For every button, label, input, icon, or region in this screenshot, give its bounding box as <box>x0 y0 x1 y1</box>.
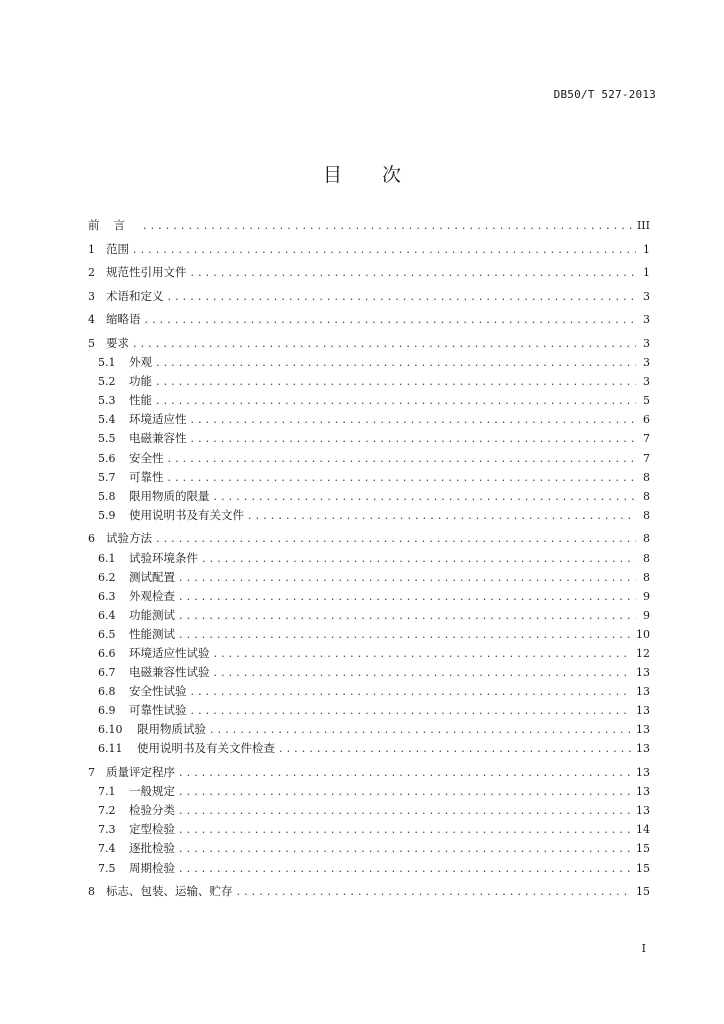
toc-entry-label: 定型检验 <box>129 822 175 837</box>
toc-dot-leader <box>133 334 636 353</box>
toc-entry-number: 7.4 <box>98 842 116 856</box>
toc-entry-number: 6.5 <box>98 627 116 641</box>
toc-entry[interactable] <box>88 549 650 568</box>
toc-entry-number: 5 <box>88 336 95 350</box>
toc-entry[interactable] <box>88 782 650 801</box>
toc-entry-number: 3 <box>88 289 95 303</box>
toc-entry[interactable] <box>88 410 650 429</box>
toc-entry[interactable] <box>88 882 650 901</box>
toc-entry-page: 7 <box>643 432 650 446</box>
toc-entry-number: 6.7 <box>98 666 116 680</box>
toc-dot-leader <box>191 701 633 720</box>
toc-entry[interactable] <box>88 468 650 487</box>
toc-entry-label: 可靠性试验 <box>129 703 187 718</box>
toc-entry-page: 3 <box>643 375 650 389</box>
toc-entry-label: 检验分类 <box>129 803 175 818</box>
toc-dot-leader <box>179 625 632 644</box>
toc-entry-page: 1 <box>643 266 650 280</box>
toc-dot-leader <box>179 839 632 858</box>
toc-entry-label: 电磁兼容性 <box>129 431 187 446</box>
toc-entry-number: 5.6 <box>98 451 116 465</box>
toc-entry[interactable] <box>88 506 650 525</box>
toc-entry-label: 功能 <box>129 374 152 389</box>
toc-dot-leader <box>156 353 636 372</box>
toc-entry-number: 1 <box>88 242 95 256</box>
toc-entry-label: 性能 <box>129 393 152 408</box>
toc-entry-number: 6 <box>88 532 95 546</box>
toc-entry-label: 使用说明书及有关文件检查 <box>137 741 275 756</box>
toc-entry-number: 5.9 <box>98 508 116 522</box>
toc-entry[interactable] <box>88 391 650 410</box>
toc-entry-page: 13 <box>636 804 650 818</box>
toc-entry[interactable] <box>88 739 650 758</box>
toc-entry-number: 6.3 <box>98 589 116 603</box>
toc-entry[interactable] <box>88 429 650 448</box>
toc-entry[interactable] <box>88 587 650 606</box>
toc-dot-leader <box>210 720 632 739</box>
toc-entry-page: 13 <box>636 785 650 799</box>
toc-dot-leader <box>214 487 637 506</box>
toc-entry-number: 7.2 <box>98 804 116 818</box>
toc-entry[interactable] <box>88 216 650 235</box>
toc-dot-leader <box>133 240 636 259</box>
toc-entry-number: 2 <box>88 266 95 280</box>
toc-entry-page: 14 <box>636 823 650 837</box>
toc-entry[interactable] <box>88 801 650 820</box>
standard-code: DB50/T 527-2013 <box>553 88 656 101</box>
toc-entry-label: 一般规定 <box>129 784 175 799</box>
toc-entry[interactable] <box>88 839 650 858</box>
toc-entry[interactable] <box>88 487 650 506</box>
toc-entry-label: 缩略语 <box>106 312 141 327</box>
toc-entry[interactable] <box>88 263 650 282</box>
toc-dot-leader <box>179 763 632 782</box>
toc-entry-page: 8 <box>643 551 650 565</box>
toc-entry[interactable] <box>88 859 650 878</box>
toc-entry[interactable] <box>88 372 650 391</box>
toc-dot-leader <box>168 449 637 468</box>
toc-dot-leader <box>179 568 636 587</box>
toc-entry-number: 5.4 <box>98 413 116 427</box>
toc-entry-label: 标志、包装、运输、贮存 <box>106 884 233 899</box>
toc-entry-number: 5.7 <box>98 470 116 484</box>
toc-entry-number: 7.3 <box>98 823 116 837</box>
toc-entry-page: 9 <box>643 589 650 603</box>
toc-entry-label: 使用说明书及有关文件 <box>129 507 244 522</box>
toc-entry-number: 6.1 <box>98 551 116 565</box>
toc-entry-number: 5.1 <box>98 356 116 370</box>
toc-entry[interactable] <box>88 287 650 306</box>
toc-entry-number: 6.11 <box>98 742 123 756</box>
toc-entry-page: 8 <box>643 470 650 484</box>
toc-entry-number: 6.6 <box>98 646 116 660</box>
toc-entry-label: 性能测试 <box>129 626 175 641</box>
toc-entry-label: 逐批检验 <box>129 841 175 856</box>
toc-entry-page: 3 <box>643 336 650 350</box>
toc-entry-label: 质量评定程序 <box>106 765 175 780</box>
toc-entry-label: 外观 <box>129 355 152 370</box>
toc-entry-page: 7 <box>643 451 650 465</box>
toc-entry-page: 10 <box>636 627 650 641</box>
toc-dot-leader <box>156 372 636 391</box>
toc-entry[interactable] <box>88 682 650 701</box>
toc-entry-label: 功能测试 <box>129 607 175 622</box>
toc-dot-leader <box>202 549 636 568</box>
toc-entry-number: 6.2 <box>98 570 116 584</box>
toc-dot-leader <box>168 287 637 306</box>
toc-entry-label: 安全性 <box>129 450 164 465</box>
toc-entry-page: 13 <box>636 685 650 699</box>
toc-entry-label: 安全性试验 <box>129 684 187 699</box>
toc-entry[interactable] <box>88 606 650 625</box>
toc-entry-page: 15 <box>636 861 650 875</box>
toc-entry-page: 5 <box>643 394 650 408</box>
toc-entry[interactable] <box>88 820 650 839</box>
toc-entry-label: 术语和定义 <box>106 288 164 303</box>
toc-entry-page: 9 <box>643 608 650 622</box>
toc-entry-page: 12 <box>636 646 650 660</box>
footer-page-number: I <box>641 942 646 955</box>
table-of-contents <box>88 216 650 901</box>
toc-dot-leader <box>168 468 637 487</box>
toc-entry[interactable] <box>88 353 650 372</box>
toc-dot-leader <box>179 820 632 839</box>
toc-entry-number: 4 <box>88 313 95 327</box>
toc-dot-leader <box>156 391 636 410</box>
toc-entry-page: 15 <box>636 885 650 899</box>
toc-entry[interactable] <box>88 449 650 468</box>
toc-entry-label: 试验环境条件 <box>129 550 198 565</box>
toc-entry-page: 13 <box>636 723 650 737</box>
toc-entry[interactable] <box>88 568 650 587</box>
toc-entry-page: 6 <box>643 413 650 427</box>
toc-entry-page: 3 <box>643 289 650 303</box>
toc-entry-label: 限用物质试验 <box>137 722 206 737</box>
toc-entry-label: 环境适应性试验 <box>129 645 210 660</box>
toc-dot-leader <box>191 429 637 448</box>
toc-entry-number: 6.9 <box>98 704 116 718</box>
toc-dot-leader <box>145 310 637 329</box>
toc-entry-label: 测试配置 <box>129 569 175 584</box>
toc-dot-leader <box>179 782 632 801</box>
toc-entry-page: 15 <box>636 842 650 856</box>
toc-entry-number: 7.1 <box>98 785 116 799</box>
toc-dot-leader <box>248 506 636 525</box>
toc-entry-label: 外观检查 <box>129 588 175 603</box>
toc-entry-page: 8 <box>643 489 650 503</box>
toc-entry[interactable] <box>88 240 650 259</box>
toc-entry-label: 试验方法 <box>106 531 152 546</box>
toc-dot-leader <box>179 606 636 625</box>
toc-entry-page: 1 <box>643 242 650 256</box>
toc-entry[interactable] <box>88 763 650 782</box>
toc-entry-label: 规范性引用文件 <box>106 265 187 280</box>
toc-entry-label: 可靠性 <box>129 469 164 484</box>
toc-entry[interactable] <box>88 701 650 720</box>
toc-entry-page: 13 <box>636 742 650 756</box>
toc-entry[interactable] <box>88 663 650 682</box>
toc-entry-number: 6.10 <box>98 723 123 737</box>
toc-entry-label: 要求 <box>106 335 129 350</box>
toc-entry[interactable] <box>88 310 650 329</box>
toc-entry-label: 环境适应性 <box>129 412 187 427</box>
toc-entry-page: 13 <box>636 666 650 680</box>
toc-entry-label: 电磁兼容性试验 <box>129 665 210 680</box>
toc-dot-leader <box>191 263 637 282</box>
toc-entry-page: 3 <box>643 313 650 327</box>
toc-entry-number: 6.8 <box>98 685 116 699</box>
toc-dot-leader <box>279 739 632 758</box>
toc-entry-page: 8 <box>643 508 650 522</box>
page-title: 目次 <box>322 164 441 186</box>
toc-entry-number: 5.5 <box>98 432 116 446</box>
toc-dot-leader <box>214 644 633 663</box>
toc-entry-label: 周期检验 <box>129 860 175 875</box>
toc-dot-leader <box>214 663 633 682</box>
toc-dot-leader <box>179 587 636 606</box>
toc-entry-label: 范围 <box>106 241 129 256</box>
toc-dot-leader <box>237 882 633 901</box>
toc-entry-label: 限用物质的限量 <box>129 488 210 503</box>
toc-entry[interactable] <box>88 334 650 353</box>
toc-entry-number: 5.8 <box>98 489 116 503</box>
toc-entry-label: 前言 <box>88 218 139 232</box>
toc-entry[interactable] <box>88 529 650 548</box>
toc-dot-leader <box>179 801 632 820</box>
toc-dot-leader <box>143 216 633 235</box>
toc-entry-page: 13 <box>636 766 650 780</box>
toc-dot-leader <box>191 410 637 429</box>
toc-entry-number: 8 <box>88 885 95 899</box>
toc-dot-leader <box>156 529 636 548</box>
toc-dot-leader <box>191 682 633 701</box>
toc-entry[interactable] <box>88 625 650 644</box>
toc-entry-number: 7 <box>88 766 95 780</box>
toc-entry-page: III <box>636 219 650 232</box>
toc-entry-number: 6.4 <box>98 608 116 622</box>
toc-entry[interactable] <box>88 644 650 663</box>
toc-entry[interactable] <box>88 720 650 739</box>
toc-entry-number: 5.3 <box>98 394 116 408</box>
toc-entry-page: 3 <box>643 356 650 370</box>
toc-entry-page: 8 <box>643 532 650 546</box>
toc-entry-number: 7.5 <box>98 861 116 875</box>
toc-dot-leader <box>179 859 632 878</box>
toc-entry-number: 5.2 <box>98 375 116 389</box>
toc-entry-page: 8 <box>643 570 650 584</box>
toc-entry-page: 13 <box>636 704 650 718</box>
